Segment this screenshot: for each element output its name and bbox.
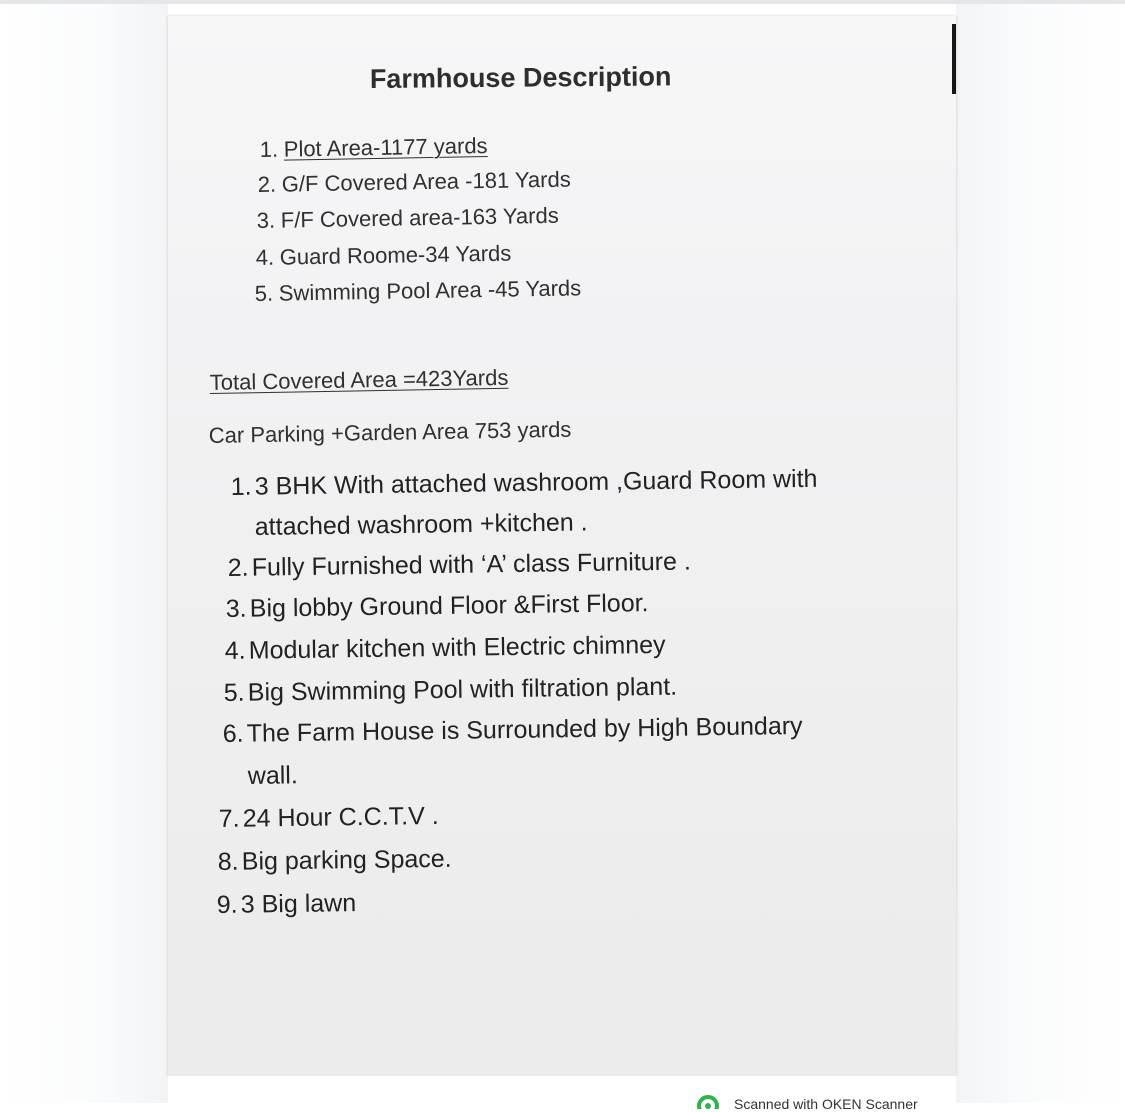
feature-item-text: Big Swimming Pool with filtration plant.	[247, 672, 678, 707]
scanner-logo-icon	[696, 1093, 722, 1109]
feature-item-continuation: wall.	[247, 761, 298, 791]
area-item-number: 5.	[254, 280, 274, 307]
feature-item-number: 3.	[225, 594, 247, 624]
total-covered-area: Total Covered Area =423Yards	[209, 364, 509, 396]
feature-item	[231, 465, 818, 502]
viewer-background-right	[956, 4, 1125, 1103]
area-item-text: Swimming Pool Area -45 Yards	[278, 275, 582, 306]
parking-garden-area: Car Parking +Garden Area 753 yards	[208, 416, 572, 449]
feature-item-number: 1.	[230, 472, 252, 502]
feature-item-number: 7.	[218, 804, 240, 834]
feature-item	[225, 631, 666, 666]
feature-item-text: Big parking Space.	[241, 844, 452, 876]
feature-item-continuation: attached washroom +kitchen .	[254, 508, 588, 542]
feature-item	[223, 712, 803, 749]
feature-item	[224, 673, 678, 708]
area-item-text: Guard Roome-34 Yards	[279, 240, 512, 270]
area-item	[255, 275, 582, 307]
area-item-number: 3.	[256, 207, 276, 234]
scanned-page	[168, 16, 956, 1076]
feature-item-text: Fully Furnished with ‘A’ class Furniture .	[251, 547, 691, 582]
feature-item	[226, 589, 649, 624]
feature-item-number: 2.	[227, 553, 249, 583]
area-item-text: Plot Area-1177 yards	[283, 133, 488, 162]
feature-item-text: Big lobby Ground Floor &First Floor.	[249, 589, 649, 623]
feature-item-number: 8.	[217, 847, 239, 877]
scanner-watermark-text: Scanned with OKEN Scanner	[734, 1096, 918, 1112]
feature-item-number: 9.	[216, 890, 238, 920]
document-title: Farmhouse Description	[369, 61, 672, 95]
feature-item-number: 5.	[223, 678, 245, 708]
viewer-background-left	[0, 4, 168, 1103]
feature-item	[217, 889, 357, 920]
area-item-text: G/F Covered Area -181 Yards	[281, 166, 571, 197]
area-item-number: 2.	[257, 171, 277, 198]
feature-item-text: 3 Big lawn	[240, 889, 357, 919]
scanner-footer	[168, 1076, 956, 1112]
feature-item-text: Modular kitchen with Electric chimney	[248, 630, 666, 665]
area-item	[257, 203, 559, 234]
feature-item	[228, 548, 691, 583]
area-item	[258, 167, 571, 198]
feature-item-number: 6.	[222, 719, 244, 749]
feature-item-text: 24 Hour C.C.T.V .	[242, 801, 439, 833]
feature-item-text: The Farm House is Surrounded by High Boundary	[246, 711, 803, 748]
area-item-number: 1.	[259, 136, 279, 163]
feature-item-number: 4.	[224, 636, 246, 666]
area-item	[256, 241, 512, 271]
page-edge-shadow	[952, 24, 956, 94]
feature-item	[219, 802, 439, 834]
feature-item	[218, 845, 452, 877]
feature-item-text: 3 BHK With attached washroom ,Guard Room with	[254, 464, 818, 501]
area-item-number: 4.	[255, 244, 275, 271]
area-item	[260, 133, 488, 163]
area-item-text: F/F Covered area-163 Yards	[280, 202, 559, 233]
